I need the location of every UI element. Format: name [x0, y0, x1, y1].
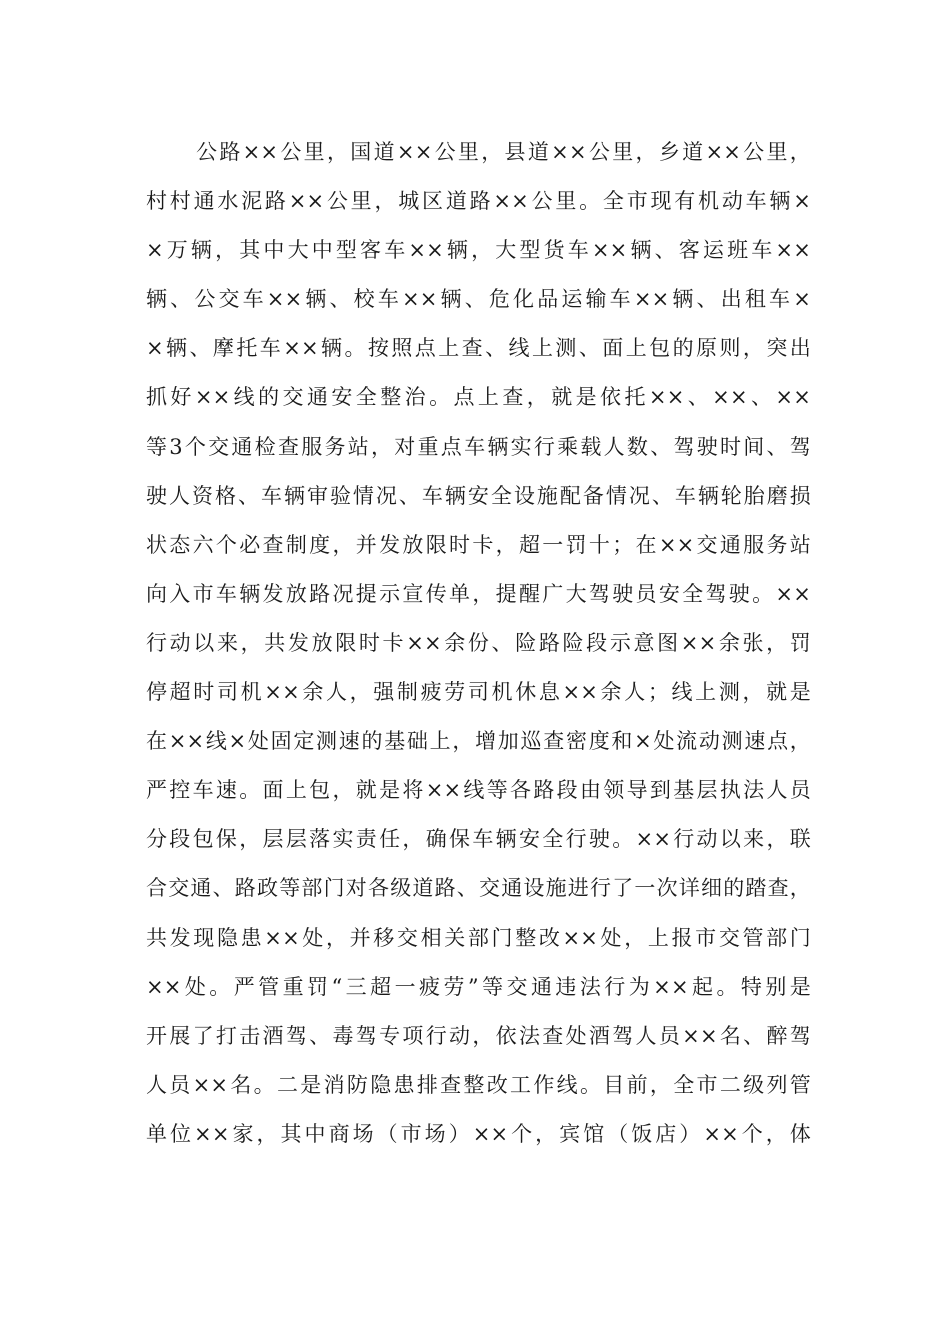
text-line: ×辆、摩托车××辆。按照点上查、线上测、面上包的原则，突出: [146, 336, 811, 361]
text-line: 合交通、路政等部门对各级道路、交通设施进行了一次详细的踏查，: [146, 876, 811, 901]
text-line: 单位××家，其中商场（市场）××个，宾馆（饭店）××个，体: [146, 1121, 811, 1146]
text-line: 开展了打击酒驾、毒驾专项行动，依法查处酒驾人员××名、醉驾: [146, 1023, 811, 1048]
text-line: 人员××名。二是消防隐患排查整改工作线。目前，全市二级列管: [146, 1072, 811, 1097]
text-line: 共发现隐患××处，并移交相关部门整改××处，上报市交管部门: [146, 925, 811, 950]
text-line: 在××线×处固定测速的基础上，增加巡查密度和×处流动测速点，: [146, 729, 811, 754]
text-line: ××处。严管重罚“三超一疲劳”等交通违法行为××起。特别是: [146, 974, 811, 999]
text-line: 等3个交通检查服务站，对重点车辆实行乘载人数、驾驶时间、驾: [146, 434, 811, 459]
text-line: 停超时司机××余人，强制疲劳司机休息××余人；线上测，就是: [146, 680, 811, 705]
text-line: 辆、公交车××辆、校车××辆、危化品运输车××辆、出租车×: [146, 287, 811, 312]
text-line: 状态六个必查制度，并发放限时卡，超一罚十；在××交通服务站: [146, 532, 811, 557]
text-line: 向入市车辆发放路况提示宣传单，提醒广大驾驶员安全驾驶。××: [146, 581, 811, 606]
text-line: 严控车速。面上包，就是将××线等各路段由领导到基层执法人员: [146, 778, 811, 803]
text-line: 行动以来，共发放限时卡××余份、险路险段示意图××余张，罚: [146, 630, 811, 655]
body-paragraph: [146, 128, 811, 1159]
text-line: 村村通水泥路××公里，城区道路××公里。全市现有机动车辆×: [146, 189, 811, 214]
text-line: ×万辆，其中大中型客车××辆，大型货车××辆、客运班车××: [146, 238, 811, 263]
text-line: 驶人资格、车辆审验情况、车辆安全设施配备情况、车辆轮胎磨损: [146, 483, 811, 508]
text-line: 分段包保，层层落实责任，确保车辆安全行驶。××行动以来，联: [146, 827, 811, 852]
text-line: 公路××公里，国道××公里，县道××公里，乡道××公里，: [196, 140, 811, 164]
text-line: 抓好××线的交通安全整治。点上查，就是依托××、××、××: [146, 385, 811, 410]
